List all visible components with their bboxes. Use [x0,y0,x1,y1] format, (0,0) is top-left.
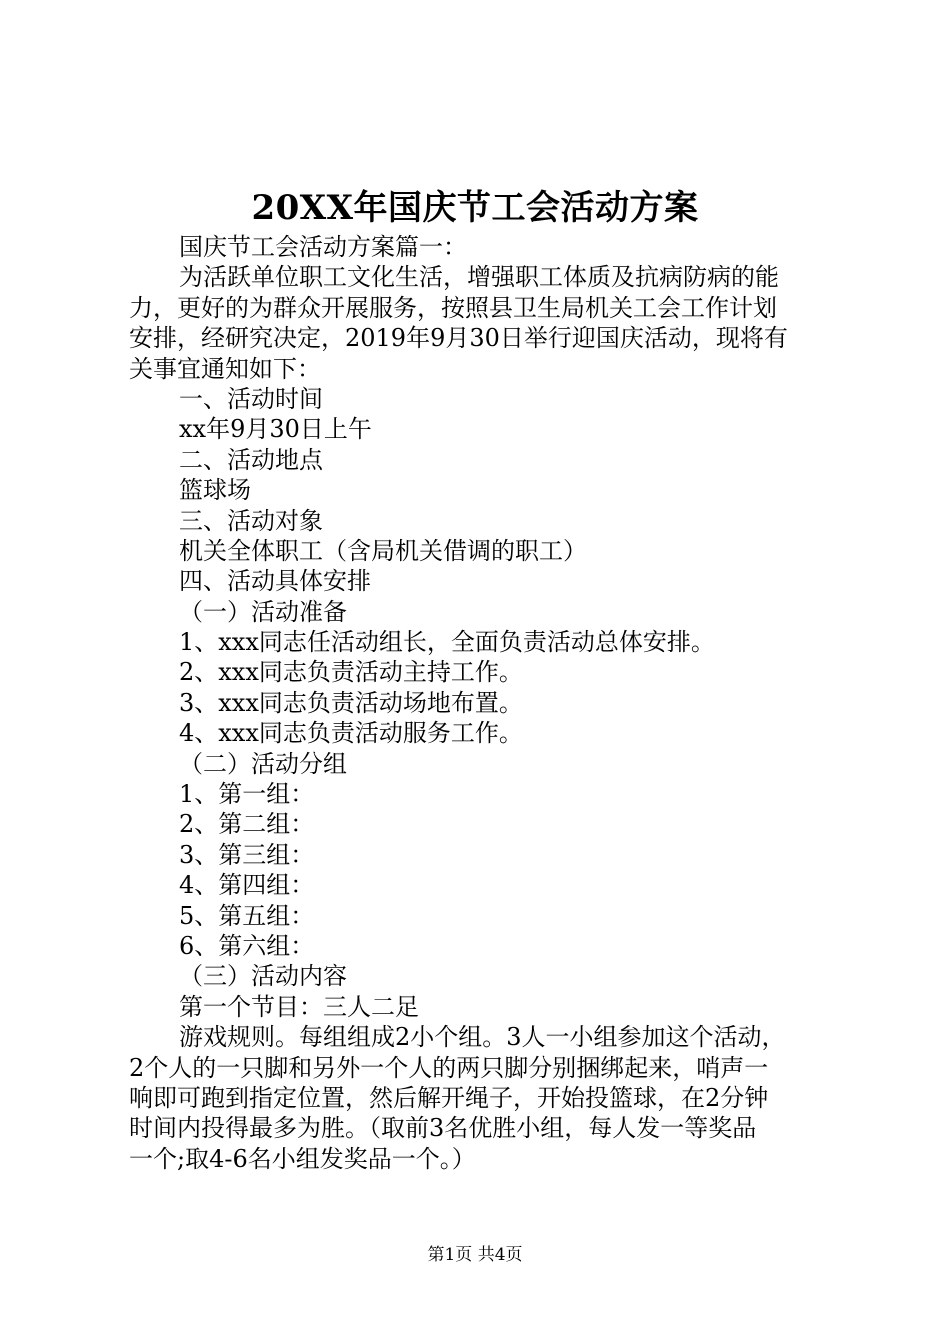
text-line: xx年9月30日上午 [179,415,372,444]
text-line: 游戏规则。每组组成2小个组。3人一小组参加这个活动， [179,1023,786,1052]
text-line: 6、第六组： [179,931,315,960]
text-line: 2、xxx同志负责活动主持工作。 [179,658,523,687]
text-line: （二）活动分组 [179,749,347,778]
text-line: 安排，经研究决定，2019年9月30日举行迎国庆活动，现将有 [129,324,788,353]
text-line: 机关全体职工（含局机关借调的职工） [179,536,587,565]
text-line: 第一个节目：三人二足 [179,992,419,1021]
text-line: 四、活动具体安排 [179,567,371,596]
text-line: （三）活动内容 [179,962,347,991]
text-line: 响即可跑到指定位置，然后解开绳子，开始投篮球，在2分钟 [129,1083,769,1112]
text-line: 为活跃单位职工文化生活，增强职工体质及抗病防病的能 [179,263,779,292]
document-body [129,232,829,1174]
page-footer: 第1页 共4页 [427,1245,523,1265]
text-line: 5、第五组： [179,901,315,930]
text-line: 3、xxx同志负责活动场地布置。 [179,688,523,717]
text-line: 一、活动时间 [179,384,323,413]
text-line: （一）活动准备 [179,597,347,626]
text-line: 三、活动对象 [179,506,323,535]
page-title: 20XX年国庆节工会活动方案 [251,188,699,228]
text-line: 1、xxx同志任活动组长，全面负责活动总体安排。 [179,628,715,657]
text-line: 4、第四组： [179,871,315,900]
text-line: 二、活动地点 [179,445,323,474]
text-line: 2、第二组： [179,810,315,839]
text-line: 2个人的一只脚和另外一个人的两只脚分别捆绑起来，哨声一 [129,1053,769,1082]
text-line: 1、第一组： [179,780,315,809]
text-line: 篮球场 [179,476,251,505]
text-line: 3、第三组： [179,840,315,869]
text-line: 4、xxx同志负责活动服务工作。 [179,719,523,748]
text-line: 时间内投得最多为胜。（取前3名优胜小组，每人发一等奖品 [129,1114,757,1143]
text-line: 国庆节工会活动方案篇一： [179,233,467,261]
text-line: 一个;取4-6名小组发奖品一个。） [129,1144,476,1173]
text-line: 力，更好的为群众开展服务，按照县卫生局机关工会工作计划 [129,293,777,322]
text-line: 关事宜通知如下： [129,354,321,383]
